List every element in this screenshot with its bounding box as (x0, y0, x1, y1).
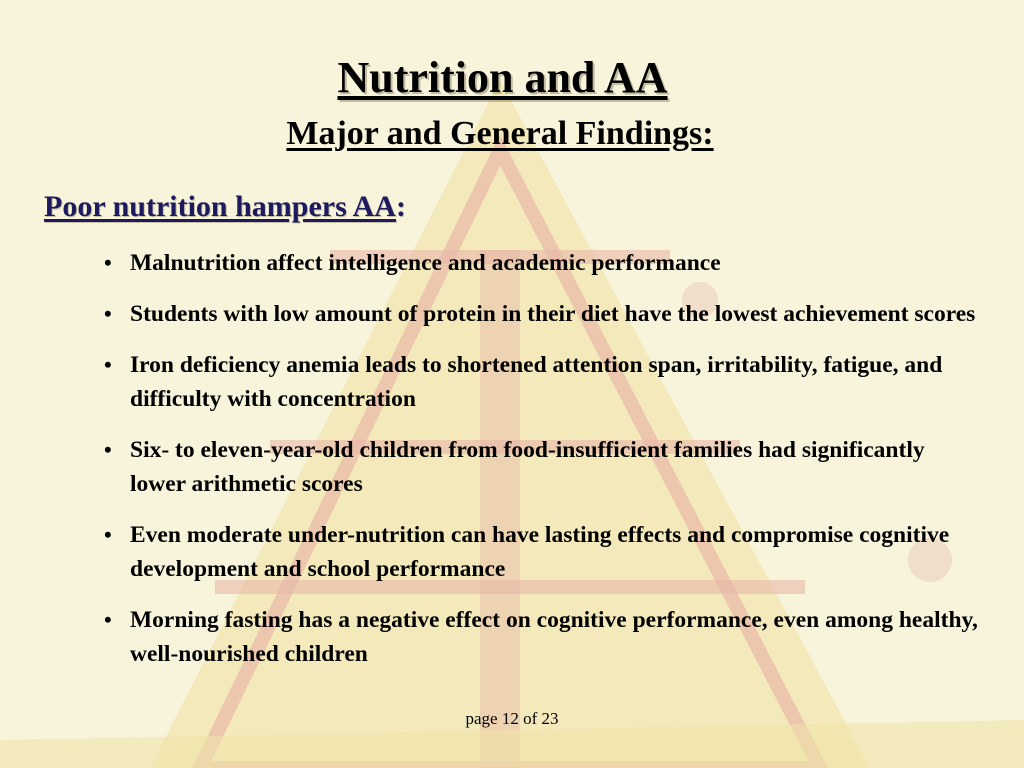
section-heading-text: Poor nutrition hampers AA (44, 190, 396, 223)
bullet-icon: • (104, 607, 112, 632)
slide-subtitle: Major and General Findings: (286, 115, 714, 152)
bullet-icon: • (104, 250, 112, 275)
page-number: page 12 of 23 (465, 709, 559, 728)
list-item (104, 348, 984, 416)
bullet-icon: • (104, 437, 112, 462)
bullet-icon: • (104, 522, 112, 547)
slide-title: Nutrition and AA (337, 53, 668, 102)
section-heading (44, 188, 406, 226)
findings-list (104, 246, 984, 688)
list-item-text: Iron deficiency anemia leads to shortened attention span, irritability, fatigue, and difficulty with concentration (130, 352, 943, 412)
bullet-icon: • (104, 352, 112, 377)
list-item (104, 603, 984, 671)
list-item-text: Morning fasting has a negative effect on cognitive performance, even among healthy, well-nourished children (130, 607, 978, 667)
list-item-text: Malnutrition affect intelligence and academic performance (130, 250, 721, 276)
section-heading-colon: : (395, 190, 406, 223)
list-item-text: Even moderate under-nutrition can have lasting effects and compromise cognitive development and school performance (130, 522, 950, 582)
list-item-text: Six- to eleven-year-old children from food-insufficient families had significantly lower arithmetic scores (130, 437, 925, 497)
list-item (104, 433, 984, 501)
bullet-icon: • (104, 301, 112, 326)
list-item (104, 297, 984, 331)
list-item (104, 246, 984, 280)
list-item (104, 518, 984, 586)
list-item-text: Students with low amount of protein in their diet have the lowest achievement scores (130, 301, 976, 327)
